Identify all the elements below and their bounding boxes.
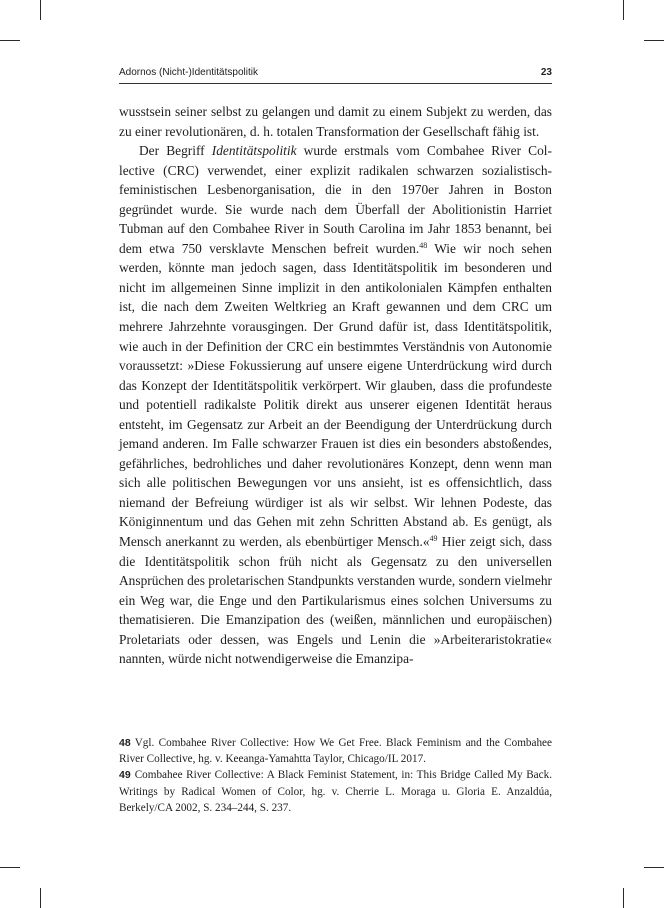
footnote-number: 49: [119, 769, 131, 782]
crop-mark: [623, 888, 624, 908]
footnote-text: Combahee River Collective: A Black Feminist Statement, in: This Bridge Called My Back. Writings by Radical Women of Color, hg. v. Cherrie L. Moraga u. Gloria E. Anzaldúa, Berkely/CA 2002, S. 234–244, S. 237.: [119, 769, 552, 814]
crop-mark: [623, 0, 624, 20]
body-text: [119, 102, 552, 669]
text-run: Der Begriff: [139, 143, 212, 159]
crop-mark: [0, 40, 20, 41]
crop-mark: [644, 40, 664, 41]
paragraph: wusstsein seiner selbst zu gelangen und damit zu einem Subjekt zu werden, das zu einer revolutionären, d. h. totalen Transformation der Gesellschaft fähig ist.: [119, 104, 552, 139]
footnote-reference[interactable]: 49: [429, 534, 438, 544]
crop-mark: [0, 867, 20, 868]
crop-mark: [40, 0, 41, 20]
header-rule: [119, 83, 552, 84]
footnote: [119, 735, 552, 767]
footnote-reference[interactable]: 48: [419, 240, 428, 250]
running-head-title: Adornos (Nicht-)Identitätspolitik: [119, 67, 258, 78]
footnote-number: 48: [119, 737, 131, 749]
paragraph: [119, 141, 552, 669]
crop-mark: [40, 888, 41, 908]
footnote: [119, 767, 552, 816]
footnotes: [119, 735, 552, 816]
emphasized-term: Identitätspolitik: [211, 143, 297, 159]
text-run: Hier zeigt sich, dass die Identitätspolitik schon früh nicht als Gegensatz zu den universellen Ansprüchen des proletarischen Standpunkts verstanden wurde, sondern vielmehr ein Weg war, die Enge und den Partikularismus eines solchen Universums zu thematisieren. Die Emanzipation des (weißen, männlichen und europäischen) Proletariats oder dessen, was Engels und Lenin die »Arbeiteraristokratie« nannten, würde nicht notwendigerweise die Emanzipa-: [119, 534, 552, 667]
page-number: 23: [540, 67, 552, 78]
text-run: Wie wir noch sehen werden, könnte man jedoch sagen, dass Identitätspolitik im besonderen und nicht im allgemeinen Sinne implizit in den antikolonialen Kämpfen enthalten ist, die nach dem Zweiten Weltkrieg an Kraft gewannen und dem CRC um mehrere Jahrzehnte vorausgingen. Der Grund dafür ist, dass Identitätspolitik, wie auch in der Definition der CRC ein bestimmtes Verständnis von Autonomie voraussetzt: »Diese Fokussierung auf unsere eigene Unterdrückung wird durch das Konzept der Identitätspolitik verkörpert. Wir glauben, dass die profundeste und potentiell radikalste Politik direkt aus unserer eigenen Identität heraus entsteht, im Gegensatz zur Arbeit an der Beendigung der Unterdrückung durch jemand anderen. Im Falle schwarzer Frauen ist dies ein besonders abstoßendes, gefährliches, bedrohliches und daher revolutionäres Konzept, denn wenn man sich alle politischen Bewegungen vor uns ansieht, ist es offensichtlich, dass niemand der Befreiung würdiger ist als wir selbst. Wir lehnen Podeste, das Königinnentum und das Gehen mit zehn Schritten Abstand ab. Es genügt, als Mensch anerkannt zu werden, als ebenbürtiger Mensch.«: [119, 240, 552, 550]
crop-mark: [644, 867, 664, 868]
footnote-text: Vgl. Combahee River Collective: How We Get Free. Black Feminism and the Combahee River Collective, hg. v. Keeanga-Yamahtta Taylor, Chicago/IL 2017.: [119, 737, 552, 766]
text-run: wurde erstmals vom Combahee River Collective (CRC) verwendet, einer explizit radikalen schwarzen sozialistisch-feministischen Lesbenorganisation, die in den 1970er Jahren in Boston gegründet wurde. Sie wurde nach dem Überfall der Abolitionistin Harriet Tubman auf den Combahee River in South Carolina im Jahr 1853 benannt, bei dem etwa 750 versklavte Menschen befreit wurden.: [119, 143, 552, 256]
